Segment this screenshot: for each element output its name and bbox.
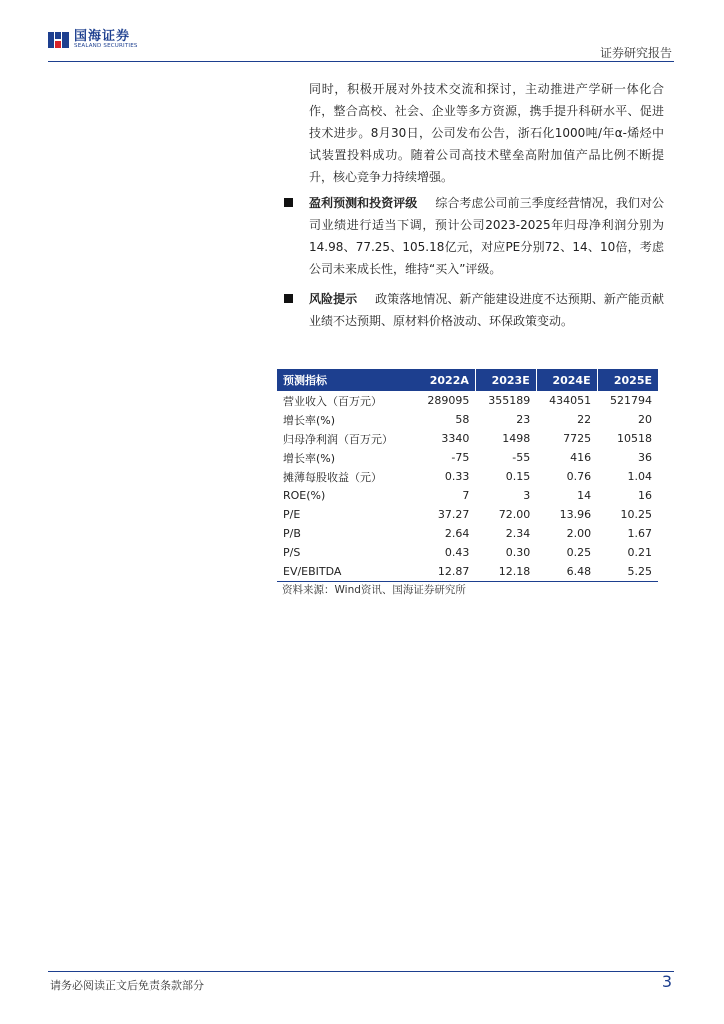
table-row-label: 营业收入（百万元） <box>283 394 382 408</box>
table-row <box>277 391 658 410</box>
table-cell: 37.27 <box>437 508 470 521</box>
company-logo <box>48 30 138 50</box>
table-cell: 14 <box>577 489 592 502</box>
table-cell: 7725 <box>563 432 592 445</box>
logo-chinese-name: 国海证券 <box>74 29 131 44</box>
bullet-risk-warning <box>284 288 664 332</box>
table-row-label: P/S <box>283 546 301 559</box>
page-number: 3 <box>661 972 672 991</box>
table-row-label: P/B <box>283 527 301 540</box>
bullet-text: 政策落地情况、新产能建设进度不达预期、新产能贡献业绩不达预期、原材料价格波动、环保政策变动。 <box>309 292 664 328</box>
table-cell: 12.18 <box>475 562 536 582</box>
table-row-label: 摊薄每股收益（元） <box>283 470 382 484</box>
table-cell: 0.43 <box>444 546 470 559</box>
table-cell: 23 <box>516 413 531 426</box>
table-row <box>277 505 658 524</box>
sealand-logo-icon <box>48 31 70 49</box>
table-cell: 58 <box>455 413 470 426</box>
table-row-label: 归母净利润（百万元） <box>283 432 393 446</box>
table-cell: 1498 <box>502 432 531 445</box>
table-cell: 16 <box>638 489 652 502</box>
table-cell: 13.96 <box>559 508 592 521</box>
table-cell: 7 <box>462 489 470 502</box>
table-cell: 0.33 <box>444 470 470 483</box>
table-row <box>277 486 658 505</box>
table-cell: -75 <box>451 451 470 464</box>
table-row <box>277 543 658 562</box>
table-row-label: P/E <box>283 508 301 521</box>
table-cell: 22 <box>577 413 592 426</box>
footer-disclaimer: 请务必阅读正文后免责条款部分 <box>50 979 204 992</box>
table-cell: 521794 <box>610 394 652 407</box>
table-header-cell: 2023E <box>475 369 536 391</box>
table-cell: 10.25 <box>620 508 652 521</box>
logo-english-name: SEALAND SECURITIES <box>74 43 138 49</box>
table-cell: 2.00 <box>566 527 592 540</box>
table-cell: 72.00 <box>498 508 531 521</box>
table-cell: 289095 <box>427 394 470 407</box>
table-cell: 12.87 <box>415 562 476 582</box>
table-cell: 5.25 <box>597 562 658 582</box>
table-row-label: 增长率(%) <box>283 413 336 427</box>
table-cell: 416 <box>570 451 592 464</box>
table-cell: 3 <box>523 489 531 502</box>
bullet-square-icon <box>284 294 293 303</box>
table-cell: 0.25 <box>566 546 592 559</box>
table-cell: 36 <box>638 451 652 464</box>
table-header-cell: 预测指标 <box>277 369 415 391</box>
table-header-cell: 2022A <box>415 369 476 391</box>
table-cell: 1.04 <box>627 470 652 483</box>
table-cell: 434051 <box>549 394 592 407</box>
table-cell: 0.15 <box>505 470 531 483</box>
table-cell: 20 <box>638 413 652 426</box>
table-row-label: 增长率(%) <box>283 451 336 465</box>
table-cell: 6.48 <box>536 562 597 582</box>
table-row <box>277 524 658 543</box>
table-row-label: EV/EBITDA <box>277 562 415 582</box>
table-row-label: ROE(%) <box>283 489 326 502</box>
bullet-title: 风险提示 <box>309 292 358 306</box>
table-cell: 3340 <box>441 432 470 445</box>
table-cell: 0.76 <box>566 470 592 483</box>
bullet-earnings-forecast <box>284 192 664 280</box>
bullet-title: 盈利预测和投资评级 <box>309 196 418 210</box>
table-header-row <box>277 369 658 391</box>
table-cell: 1.67 <box>627 527 652 540</box>
table-cell: 355189 <box>488 394 531 407</box>
table-row <box>277 429 658 448</box>
table-cell: 2.64 <box>444 527 470 540</box>
table-source-note: 资料来源：Wind资讯、国海证券研究所 <box>282 584 466 596</box>
table-row <box>277 562 658 582</box>
footer-divider <box>48 971 674 972</box>
body-paragraph: 同时，积极开展对外技术交流和探讨，主动推进产学研一体化合作，整合高校、社会、企业等多方资源，携手提升科研水平、促进技术进步。8月30日，公司发布公告，浙石化1000吨/年α-烯烃中试装置投料成功。随着公司高技术壁垒高附加值产品比例不断提升，核心竞争力持续增强。 <box>309 82 664 184</box>
table-row <box>277 448 658 467</box>
bullet-square-icon <box>284 198 293 207</box>
header-divider <box>48 61 674 62</box>
table-cell: 2.34 <box>505 527 531 540</box>
table-header-cell: 2025E <box>597 369 658 391</box>
forecast-table <box>277 369 658 582</box>
table-cell: 10518 <box>617 432 652 445</box>
table-row <box>277 467 658 486</box>
bullet-text: 综合考虑公司前三季度经营情况，我们对公司业绩进行适当下调，预计公司2023-2025年归母净利润分别为14.98、77.25、105.18亿元，对应PE分别72、14、10倍，考虑公司未来成长性，维持“买入”评级。 <box>309 196 664 276</box>
table-cell: -55 <box>512 451 531 464</box>
table-cell: 0.30 <box>505 546 531 559</box>
table-row <box>277 410 658 429</box>
report-type-label: 证券研究报告 <box>599 46 672 60</box>
table-header-cell: 2024E <box>536 369 597 391</box>
table-cell: 0.21 <box>627 546 652 559</box>
